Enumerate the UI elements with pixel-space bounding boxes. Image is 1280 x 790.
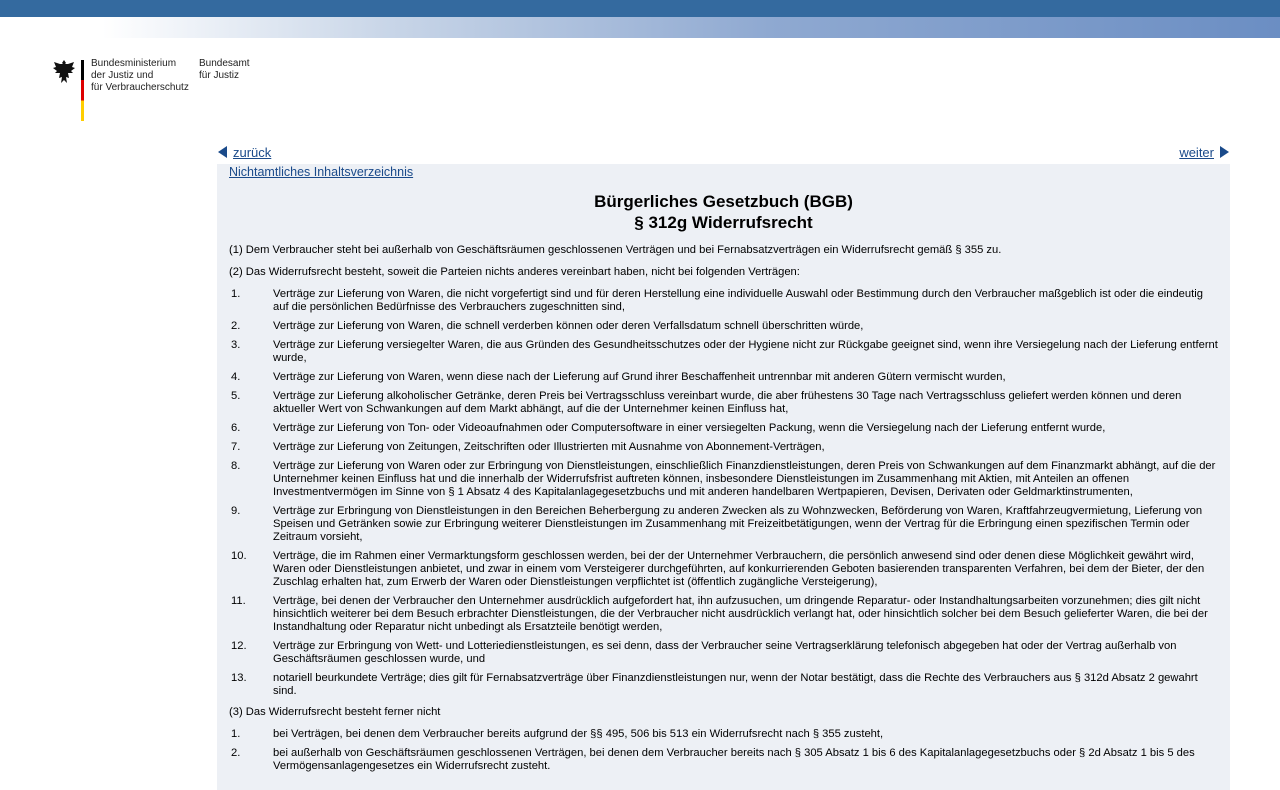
list-item-text: Verträge zur Lieferung von Zeitungen, Zeitschriften oder Illustrierten mit Ausnahme von Abonnement-Verträgen,: [273, 441, 825, 453]
list-item-number: 12.: [231, 640, 247, 652]
list-item: [229, 390, 1219, 416]
list-item: [229, 422, 1219, 435]
list-item-text: bei außerhalb von Geschäftsräumen geschlossenen Verträgen, bei denen dem Verbraucher bereits nach § 305 Absatz 1 bis 6 des Kapitalanlagegesetzbuchs oder § 2d Absatz 1 bis 5 des Vermögensanlagengesetzes ein Widerrufsrecht zusteht.: [273, 747, 1195, 772]
paragraph-3: (3) Das Widerrufsrecht besteht ferner nicht: [229, 706, 441, 718]
list-item: [229, 728, 1219, 741]
document-panel: [217, 164, 1230, 790]
list-item-text: Verträge zur Lieferung von Waren oder zur Erbringung von Dienstleistungen, einschließlich Finanzdienstleistungen, deren Preis von Schwankungen auf dem Finanzmarkt abhängt, auf die der Unternehmer keinen Einfluss hat und die innerhalb der Widerrufsfrist auftreten können, insbesondere Dienstleistungen im Zusammenhang mit Aktien, mit Anteilen an offenen Investmentvermögen im Sinne von § 1 Absatz 4 des Kapitalanlagegesetzbuchs und mit anderen handelbaren Wertpapieren, Devisen, Derivaten oder Geldmarktinstrumenten,: [273, 460, 1216, 498]
list-item-number: 9.: [231, 505, 241, 517]
list-item-text: Verträge zur Lieferung alkoholischer Getränke, deren Preis bei Vertragsschluss vereinbart wurde, die aber frühestens 30 Tage nach Vertragsschluss geliefert werden können und deren aktueller Wert von Schwankungen auf dem Markt abhängt, auf die der Unternehmer keinen Einfluss hat,: [273, 390, 1182, 415]
list-item-text: Verträge zur Lieferung von Ton- oder Videoaufnahmen oder Computersoftware in einer versiegelten Packung, wenn die Versiegelung nach der Lieferung entfernt wurde,: [273, 422, 1106, 434]
list-item-number: 13.: [231, 672, 247, 684]
list-item-number: 4.: [231, 371, 241, 383]
toc-link[interactable]: Nichtamtliches Inhaltsverzeichnis: [229, 165, 414, 179]
list-item-text: Verträge, die im Rahmen einer Vermarktungsform geschlossen werden, bei der der Unternehmer Verbrauchern, die persönlich anwesend sind oder denen diese Möglichkeit gewährt wird, Waren oder Dienstleistungen anbietet, und zwar in einem vom Versteigerer durchgeführten, auf konkurrierenden Geboten basierenden transparenten Verfahren, bei dem der Bieter, der den Zuschlag erhalten hat, zum Erwerb der Waren oder Dienstleistungen verpflichtet ist (öffentlich zugängliche Versteigerung),: [273, 550, 1205, 588]
federal-eagle-icon: [52, 58, 76, 86]
list-item-number: 3.: [231, 339, 241, 351]
list-item-number: 2.: [231, 747, 241, 759]
list-item-number: 10.: [231, 550, 247, 562]
paragraph-2: (2) Das Widerrufsrecht besteht, soweit die Parteien nichts anderes vereinbart haben, nicht bei folgenden Verträgen:: [229, 266, 800, 278]
list-item: [229, 371, 1219, 384]
list-item: [229, 550, 1219, 589]
list-item: [229, 672, 1219, 698]
german-flag-stripe: [81, 60, 84, 121]
top-banner-bar: [0, 0, 1280, 17]
forward-link[interactable]: weiter: [1179, 145, 1214, 160]
list-item-number: 11.: [231, 595, 246, 607]
list-item-number: 8.: [231, 460, 241, 472]
document-body: [229, 244, 1219, 781]
list-item: [229, 339, 1219, 365]
paragraph-1: (1) Dem Verbraucher steht bei außerhalb von Geschäftsräumen geschlossenen Verträgen und bei Fernabsatzverträgen ein Widerrufsrecht gemäß § 355 zu.: [229, 244, 1002, 256]
back-nav[interactable]: [218, 145, 271, 160]
list-item-text: Verträge zur Lieferung von Waren, wenn diese nach der Lieferung auf Grund ihrer Beschaffenheit untrennbar mit anderen Gütern vermischt wurden,: [273, 371, 1006, 383]
logo-office-text: Bundesamt für Justiz: [199, 58, 250, 81]
list-item-number: 7.: [231, 441, 241, 453]
list-item: [229, 460, 1219, 499]
list-item-text: Verträge zur Erbringung von Dienstleistungen in den Bereichen Beherbergung zu anderen Zwecken als zu Wohnzwecken, Beförderung von Waren, Kraftfahrzeugvermietung, Lieferung von Speisen und Getränken sowie zur Erbringung weiterer Dienstleistungen im Zusammenhang mit Freizeitbetätigungen, wenn der Vertrag für die Erbringung einen spezifischen Termin oder Zeitraum vorsieht,: [273, 505, 1203, 543]
forward-nav[interactable]: [1179, 145, 1229, 160]
arrow-right-icon[interactable]: [1220, 146, 1229, 158]
list-item: [229, 505, 1219, 544]
list-item: [229, 320, 1219, 333]
law-title: Bürgerliches Gesetzbuch (BGB): [594, 192, 853, 211]
list-item: [229, 640, 1219, 666]
list-item-number: 2.: [231, 320, 241, 332]
list-item-text: bei Verträgen, bei denen dem Verbraucher bereits aufgrund der §§ 495, 506 bis 513 ein Widerrufsrecht nach § 355 zusteht,: [273, 728, 884, 740]
list-item-number: 5.: [231, 390, 241, 402]
list-item: [229, 747, 1219, 773]
list-item-text: Verträge zur Erbringung von Wett- und Lotteriedienstleistungen, es sei denn, dass der Verbraucher seine Vertragserklärung telefonisch abgegeben hat oder der Vertrag außerhalb von Geschäftsräumen geschlossen wurde, und: [273, 640, 1177, 665]
back-link[interactable]: zurück: [233, 145, 272, 160]
list-item-text: Verträge zur Lieferung versiegelter Waren, die aus Gründen des Gesundheitsschutzes oder der Hygiene nicht zur Rückgabe geeignet sind, wenn ihre Versiegelung nach der Lieferung entfernt wurde,: [273, 339, 1218, 364]
further-exception-list: [229, 728, 1219, 773]
list-item: [229, 595, 1219, 634]
section-title: § 312g Widerrufsrecht: [634, 213, 813, 232]
list-item-number: 1.: [231, 288, 241, 300]
list-item-number: 6.: [231, 422, 241, 434]
document-heading: [217, 191, 1230, 233]
gradient-banner-bar: [0, 17, 1280, 38]
list-item-number: 1.: [231, 728, 241, 740]
list-item-text: Verträge zur Lieferung von Waren, die nicht vorgefertigt sind und für deren Herstellung eine individuelle Auswahl oder Bestimmung durch den Verbraucher maßgeblich ist oder die eindeutig auf die persönlichen Bedürfnisse des Verbrauchers zugeschnitten sind,: [273, 288, 1203, 313]
list-item-text: Verträge zur Lieferung von Waren, die schnell verderben können oder deren Verfallsdatum schnell überschritten würde,: [273, 320, 864, 332]
list-item-text: notariell beurkundete Verträge; dies gilt für Fernabsatzverträge über Finanzdienstleistungen nur, wenn der Notar bestätigt, dass die Rechte des Verbrauchers aus § 312d Absatz 2 gewahrt sind.: [273, 672, 1198, 697]
arrow-left-icon[interactable]: [218, 146, 227, 158]
list-item: [229, 288, 1219, 314]
logo-ministry-text: Bundesministerium der Justiz und für Verbraucherschutz: [91, 58, 189, 93]
exception-list: [229, 288, 1219, 698]
list-item-text: Verträge, bei denen der Verbraucher den Unternehmer ausdrücklich aufgefordert hat, ihn aufzusuchen, um dringende Reparatur- oder Instandhaltungsarbeiten vorzunehmen; dies gilt nicht hinsichtlich weiterer bei dem Besuch erbrachter Dienstleistungen, die der Verbraucher nicht ausdrücklich verlangt hat, oder hinsichtlich solcher bei dem Besuch gelieferter Waren, die bei der Instandhaltung oder Reparatur nicht unbedingt als Ersatzteile benötigt werden,: [273, 595, 1208, 633]
list-item: [229, 441, 1219, 454]
